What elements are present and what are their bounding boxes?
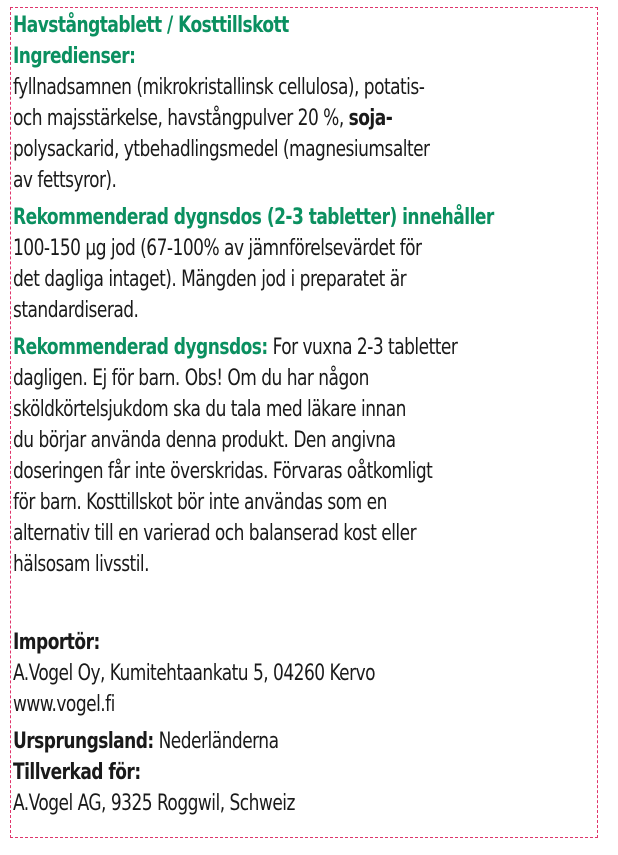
ingredients-line: polysackarid, ytbehadlingsmedel (magnesiumsalter bbox=[13, 137, 430, 162]
dosage-line: för barn. Kosttillskot bör inte användas som en bbox=[13, 490, 387, 515]
label-text bbox=[13, 10, 613, 819]
dosage-line: doseringen får inte överskridas. Förvaras oåtkomligt bbox=[13, 459, 433, 484]
ingredients-text: och majsstärkelse, havstångpulver 20 %, bbox=[13, 106, 349, 131]
importer-heading: Importör: bbox=[13, 630, 100, 655]
allergen-soja: soja- bbox=[348, 106, 393, 131]
ingredients-line bbox=[13, 103, 615, 134]
manufactured-for-heading: Tillverkad för: bbox=[13, 760, 141, 785]
importer-website: www.vogel.fi bbox=[13, 692, 115, 717]
origin-line bbox=[13, 726, 615, 757]
manufacturer-address: A.Vogel AG, 9325 Roggwil, Schweiz bbox=[13, 791, 295, 816]
origin-value: Nederländerna bbox=[153, 729, 279, 754]
origin-label: Ursprungsland: bbox=[13, 729, 154, 754]
dosage-line: du börjar använda denna produkt. Den angivna bbox=[13, 428, 396, 453]
dose-content-heading: Rekommenderad dygnsdos (2-3 tabletter) innehåller bbox=[13, 205, 494, 230]
importer-address: A.Vogel Oy, Kumitehtaankatu 5, 04260 Kervo bbox=[13, 661, 376, 686]
ingredients-line: av fettsyror). bbox=[13, 168, 117, 193]
dosage-text: For vuxna 2-3 tabletter bbox=[267, 335, 458, 360]
dose-content-line: 100-150 µg jod (67-100% av jämnförelsevärdet för bbox=[13, 236, 422, 261]
dose-content-line: standardiserad. bbox=[13, 298, 139, 323]
ingredients-heading: Ingredienser: bbox=[13, 44, 136, 69]
dosage-heading: Rekommenderad dygnsdos: bbox=[13, 335, 268, 360]
dosage-line: dagligen. Ej för barn. Obs! Om du har någon bbox=[13, 366, 369, 391]
dosage-line: alternativ till en varierad och balanserad kost eller bbox=[13, 521, 417, 546]
dose-content-line: det dagliga intaget). Mängden jod i preparatet är bbox=[13, 267, 407, 292]
product-title: Havstångtablett / Kosttillskott bbox=[13, 13, 289, 38]
ingredients-line: fyllnadsamnen (mikrokristallinsk cellulosa), potatis- bbox=[13, 75, 425, 100]
dosage-first-line bbox=[13, 332, 615, 363]
dosage-line: hälsosam livsstil. bbox=[13, 552, 150, 577]
dosage-line: sköldkörtelsjukdom ska du tala med läkare innan bbox=[13, 397, 406, 422]
